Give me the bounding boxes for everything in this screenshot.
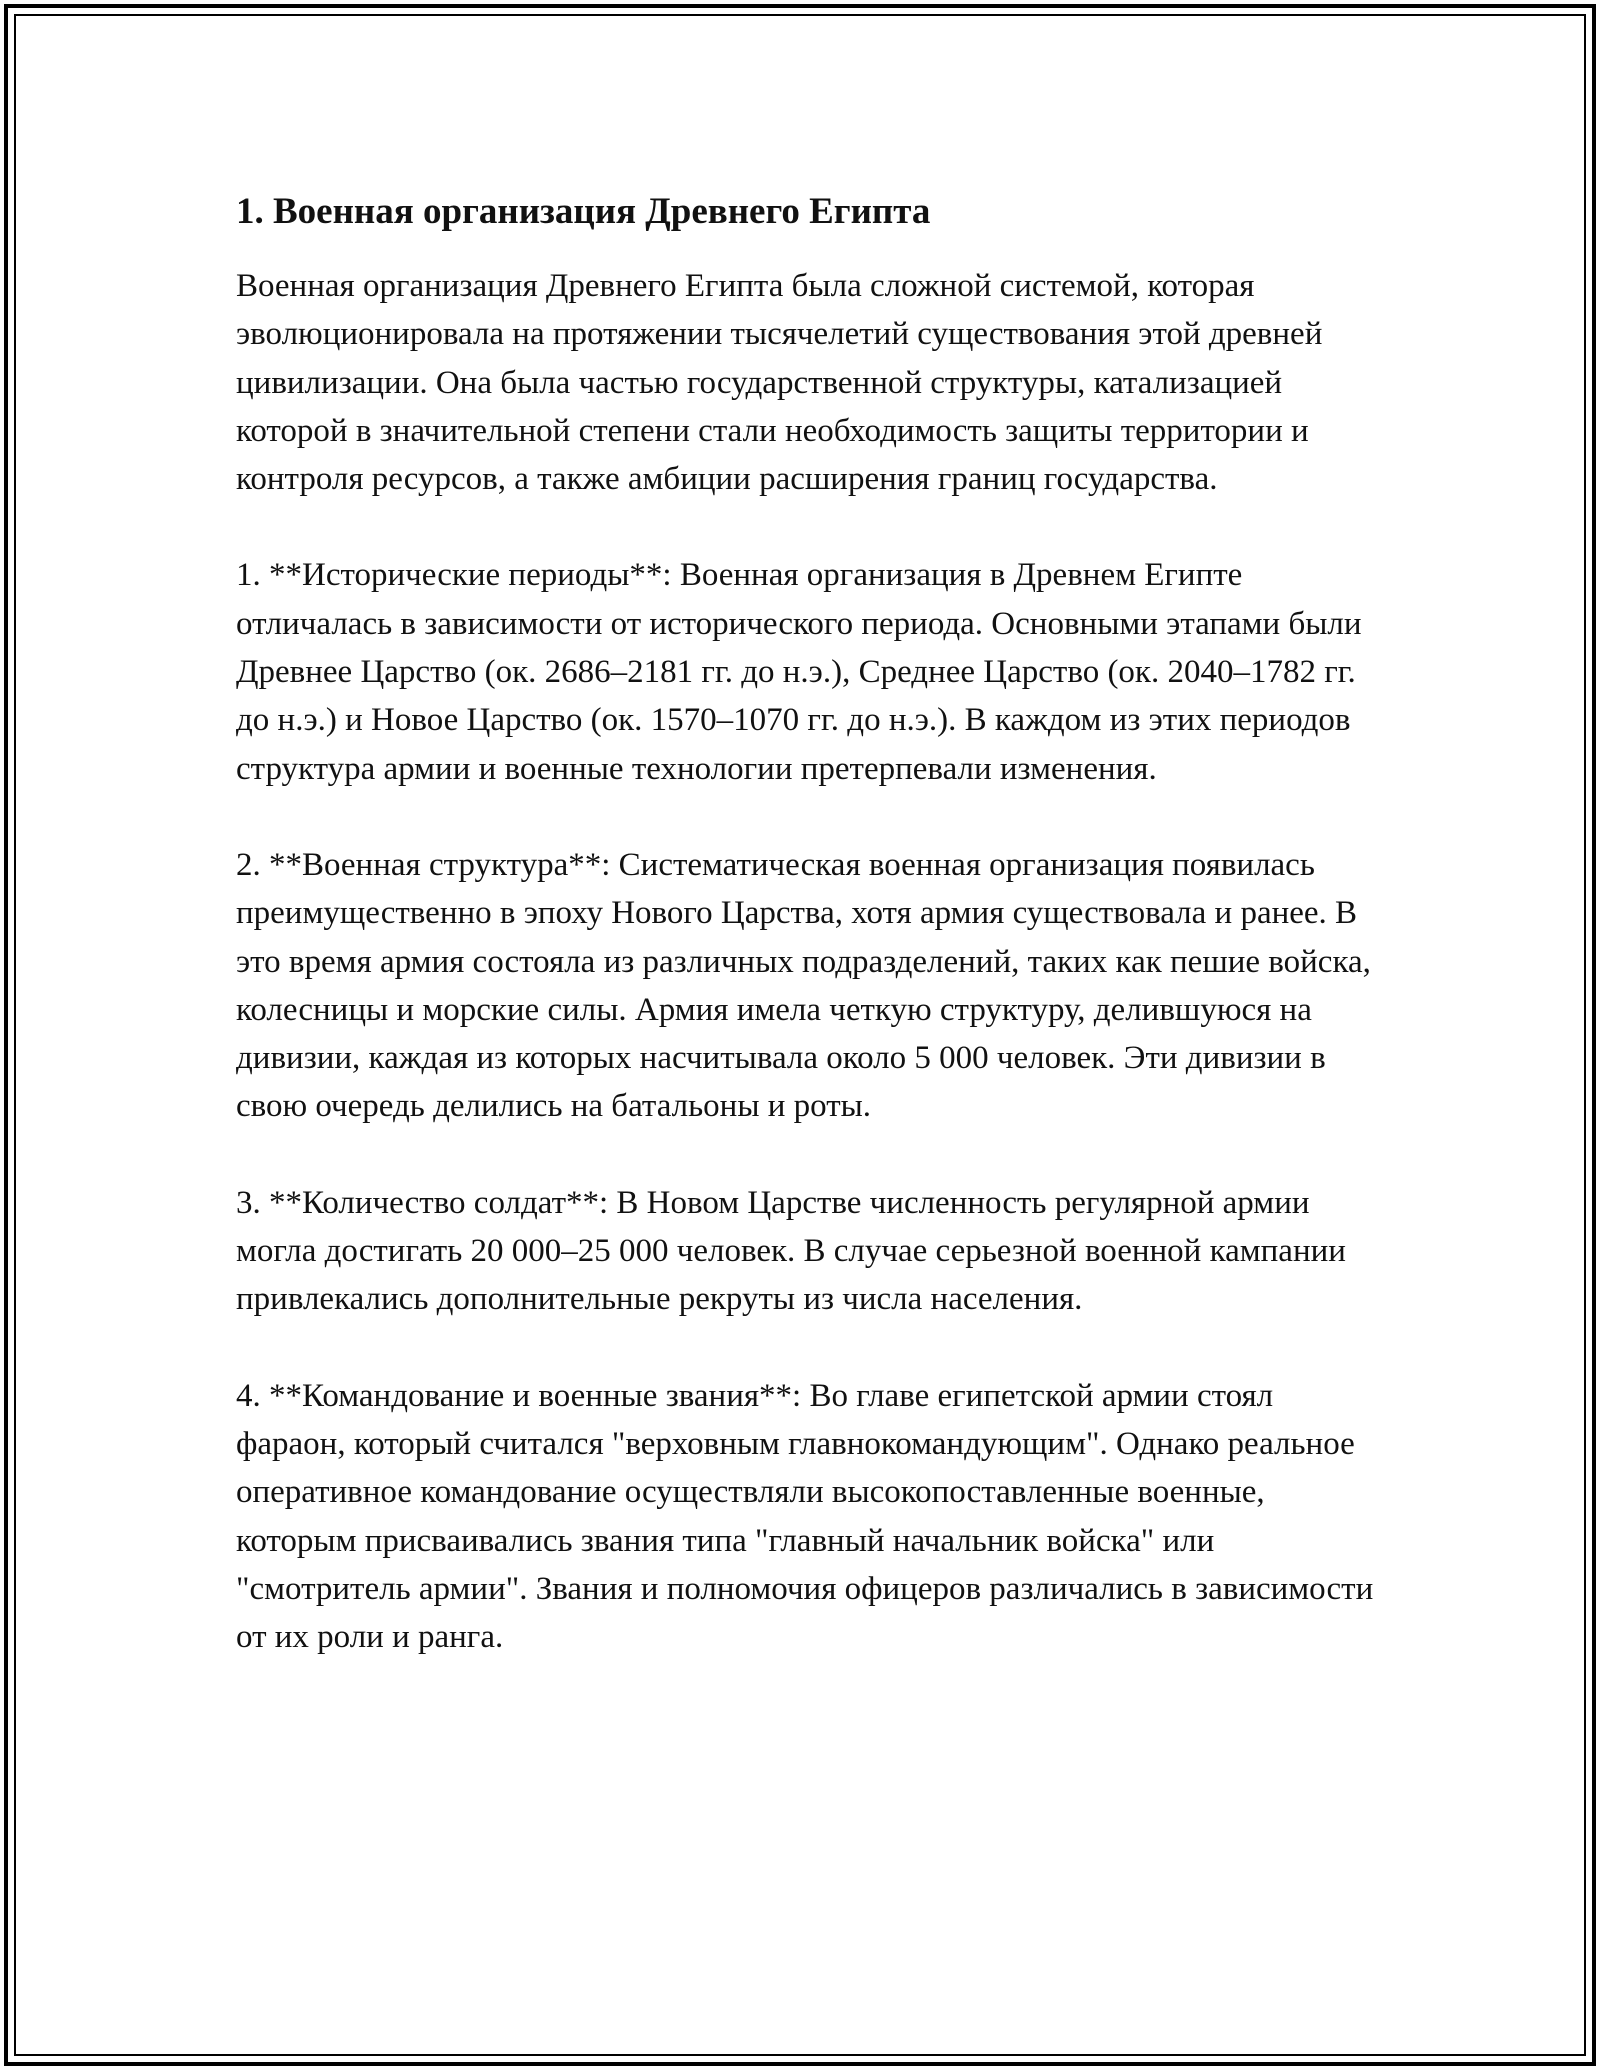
- paragraph-command-and-ranks: 4. **Командование и военные звания**: Во главе египетской армии стоял фараон, который считался "верховным главнокомандующим". Однако реальное оперативное командование осуществляли высокопоставленные военные, которым присваивались звания типа "главный начальник войска" или "смотритель армии". Звания и полномочия офицеров различались в зависимости от их роли и ранга.: [236, 1377, 1374, 1656]
- paragraph-number-of-soldiers: 3. **Количество солдат**: В Новом Царстве численность регулярной армии могла достигать 20 000–25 000 человек. В случае серьезной военной кампании привлекались дополнительные рекруты из числа населения.: [236, 1184, 1346, 1318]
- paragraph-military-structure: 2. **Военная структура**: Систематическая военная организация появилась преимущественно в эпоху Нового Царства, хотя армия существовала и ранее. В это время армия состояла из различных подразделений, таких как пешие войска, колесницы и морские силы. Армия имела четкую структуру, делившуюся на дивизии, каждая из которых насчитывала около 5 000 человек. Эти дивизии в свою очередь делились на батальоны и роты.: [236, 846, 1371, 1125]
- section-heading: 1. Военная организация Древнего Египта: [236, 191, 931, 232]
- intro-paragraph: Военная организация Древнего Египта была сложной системой, которая эволюционировала на протяжении тысячелетий существования этой древней цивилизации. Она была частью государственной структуры, катализацией которой в значительной степени стали необходимость защиты территории и контроля ресурсов, а также амбиции расширения границ государства.: [236, 268, 1323, 498]
- document-body: [236, 188, 1376, 1709]
- paragraph-historical-periods: 1. **Исторические периоды**: Военная организация в Древнем Египте отличалась в зависимости от исторического периода. Основными этапами были Древнее Царство (ок. 2686–2181 гг. до н.э.), Среднее Царство (ок. 2040–1782 гг. до н.э.) и Новое Царство (ок. 1570–1070 гг. до н.э.). В каждом из этих периодов структура армии и военные технологии претерпевали изменения.: [236, 557, 1362, 787]
